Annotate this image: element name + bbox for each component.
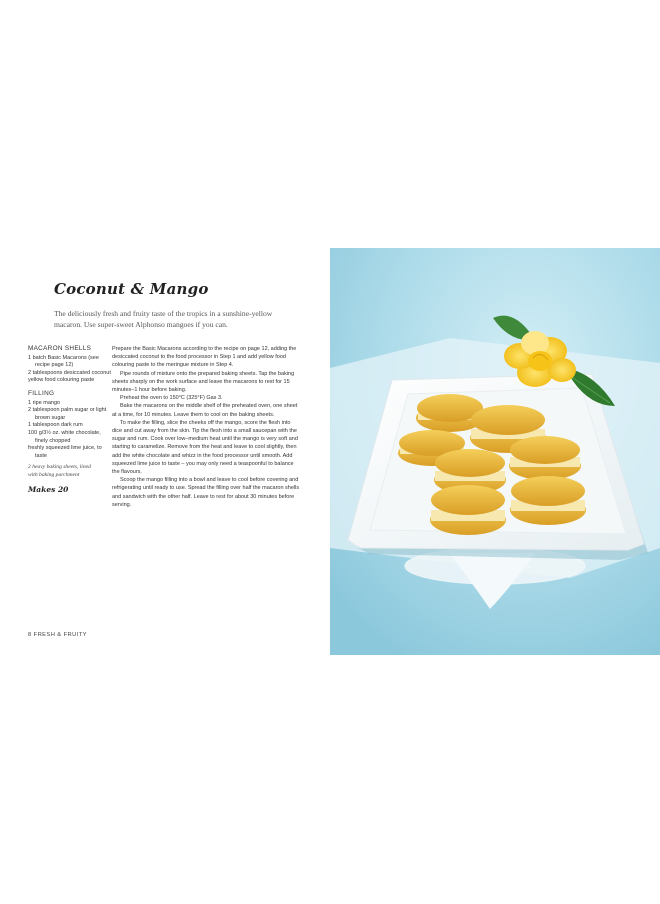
shells-list	[28, 355, 112, 385]
filling-list	[28, 400, 112, 461]
method-paragraph: Bake the macarons on the middle shelf of the preheated oven, one sheet at a time, for 10 minutes. Leave them to cool on the baking sheets.	[112, 403, 298, 418]
ingredient-item: 2 tablespoons desiccated coconut	[28, 369, 111, 376]
ingredient-item: yellow food colouring paste	[28, 377, 95, 384]
recipe-title: Coconut & Mango	[54, 280, 209, 298]
macaron	[509, 436, 581, 480]
macaron	[416, 394, 484, 432]
method-paragraph: Preheat the oven to 150°C (325°F) Gas 3.	[120, 395, 223, 402]
method-paragraph: Scoop the mango filling into a bowl and leave to cool before covering and refrigerating until ready to use. Spread the filling over half the macaron shells and sandwich with the other half. Leave to rest for about 30 minutes before serving.	[112, 477, 300, 508]
page-folio: 8 FRESH & FRUITY	[28, 632, 87, 638]
method-paragraph: Prepare the Basic Macarons according to the recipe on page 12, adding the desiccated coconut to the food processor in Step 1 and add yellow food colouring paste to the meringue mixture in Step 4.	[112, 346, 297, 369]
recipe-intro: The deliciously fresh and fruity taste of the tropics in a sunshine-yellow macaron. Use super-sweet Alphonso mangoes if you can.	[54, 309, 273, 329]
equipment-note: 2 heavy baking sheets, lined with baking parchment	[28, 464, 91, 478]
ingredient-item: 1 batch Basic Macarons (see recipe page 12)	[28, 354, 99, 369]
method-column	[112, 345, 300, 509]
ingredients-column	[28, 345, 112, 494]
macaron-photo	[330, 248, 660, 655]
shells-heading: MACARON SHELLS	[28, 345, 92, 352]
ingredient-item: 2 tablespoon palm sugar or light brown sugar	[28, 407, 107, 421]
method-paragraph: To make the filling, slice the cheeks off the mango, score the flesh into dice and cut away from the skin. Tip the flesh into a small saucepan with the sugar and rum. Cook over low–medium heat until the mango is very soft and starting to caramelize. Remove from the heat and leave to cool slightly, then add the white chocolate and whizz in the food processor until smooth. Add squeezed lime juice to taste – you may only need a teaspoonful to balance the flavours.	[112, 419, 298, 476]
ingredient-item: 1 tablespoon dark rum	[28, 422, 83, 429]
makes-count: Makes 20	[28, 485, 69, 495]
ingredient-item: 100 g/3½ oz. white chocolate, finely chopped	[28, 429, 101, 444]
method-paragraph: Pipe rounds of mixture onto the prepared baking sheets. Tap the baking sheets sharply on the work surface and leave the macarons to rest for 15 minutes–1 hour before baking.	[112, 370, 295, 394]
macaron	[510, 476, 586, 525]
macaron	[430, 485, 506, 535]
filling-heading: FILLING	[28, 389, 55, 397]
ingredient-item: 1 ripe mango	[28, 399, 61, 406]
ingredient-item: freshly squeezed lime juice, to taste	[28, 445, 102, 459]
